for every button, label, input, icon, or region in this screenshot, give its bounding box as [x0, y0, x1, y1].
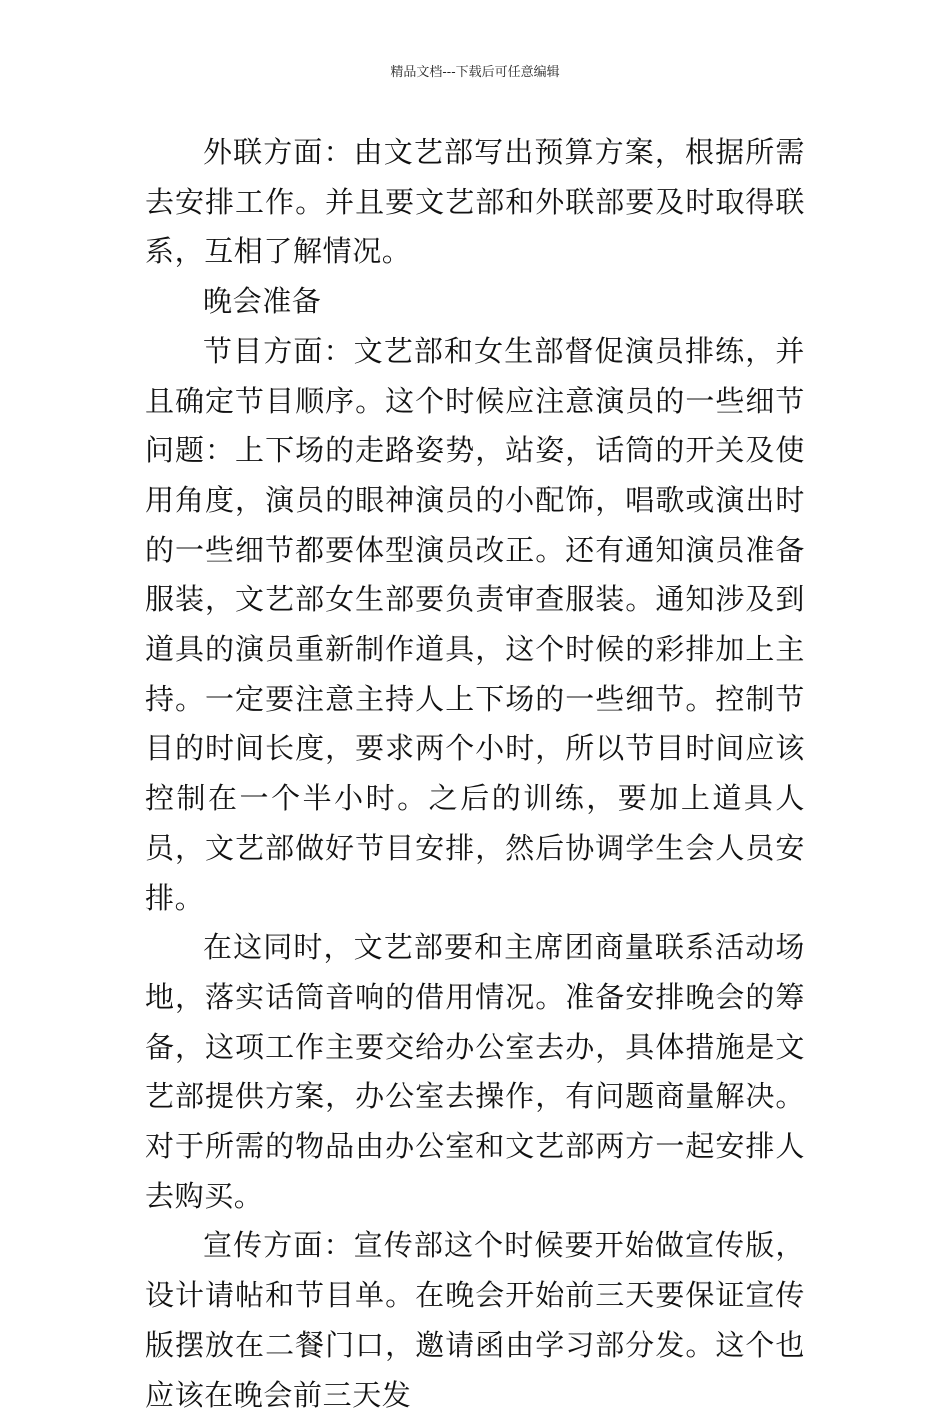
- paragraph-liaison: 外联方面：由文艺部写出预算方案，根据所需去安排工作。并且要文艺部和外联部要及时取得联系，互相了解情况。: [145, 135, 805, 269]
- document-body: [145, 128, 805, 1420]
- paragraph-venue: 在这同时，文艺部要和主席团商量联系活动场地，落实话筒音响的借用情况。准备安排晚会的筹备，这项工作主要交给办公室去办，具体措施是文艺部提供方案，办公室去操作，有问题商量解决。对于所需的物品由办公室和文艺部两方一起安排人去购买。: [145, 930, 805, 1213]
- section-heading-preparation: 晚会准备: [203, 284, 322, 319]
- paragraph-program: 节目方面：文艺部和女生部督促演员排练，并且确定节目顺序。这个时候应注意演员的一些细节问题：上下场的走路姿势，站姿，话筒的开关及使用角度，演员的眼神演员的小配饰，唱歌或演出时的一些细节都要体型演员改正。还有通知演员准备服装，文艺部女生部要负责审查服装。通知涉及到道具的演员重新制作道具，这个时候的彩排加上主持。一定要注意主持人上下场的一些细节。控制节目的时间长度，要求两个小时，所以节目时间应该控制在一个半小时。之后的训练，要加上道具人员，文艺部做好节目安排，然后协调学生会人员安排。: [145, 333, 805, 915]
- paragraph-publicity: 宣传方面：宣传部这个时候要开始做宣传版，设计请帖和节目单。在晚会开始前三天要保证宣传版摆放在二餐门口，邀请函由学习部分发。这个也应该在晚会前三天发: [145, 1228, 805, 1412]
- page-header: 精品文档---下载后可任意编辑: [390, 65, 560, 80]
